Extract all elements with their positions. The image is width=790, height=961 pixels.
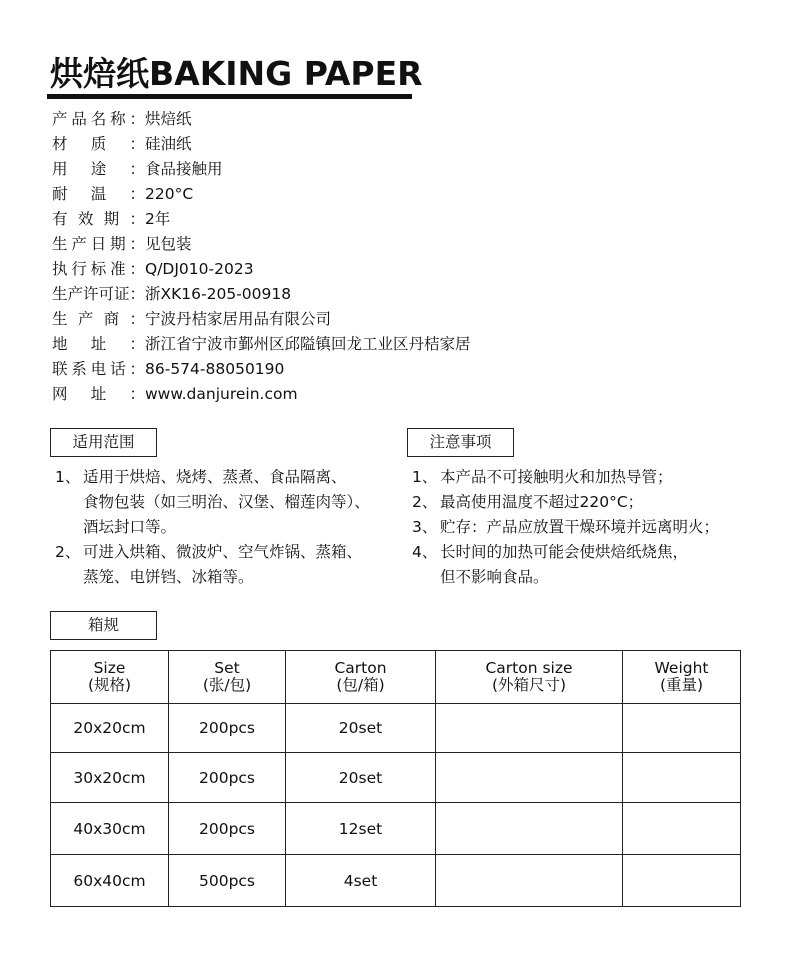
info-row — [52, 232, 471, 257]
item-number — [55, 565, 83, 590]
table-cell — [623, 855, 741, 907]
info-label: 用途： — [52, 160, 145, 178]
list-item — [55, 465, 370, 490]
info-row — [52, 282, 471, 307]
info-value: 宁波丹桔家居用品有限公司 — [145, 310, 332, 328]
item-number: 4、 — [412, 543, 438, 561]
notes-heading: 注意事项 — [407, 428, 514, 457]
list-item — [412, 465, 719, 490]
list-item — [55, 540, 370, 565]
info-label: 产品名称： — [52, 110, 145, 128]
list-item — [55, 565, 370, 590]
item-text: 食物包装（如三明治、汉堡、榴莲肉等）、 — [83, 493, 370, 511]
info-row — [52, 207, 471, 232]
header-line: (包/箱) — [336, 676, 385, 694]
info-value: www.danjurein.com — [145, 385, 298, 403]
table-cell: 60x40cm — [51, 855, 169, 907]
info-value: 220°C — [145, 185, 194, 203]
list-item — [412, 515, 719, 540]
info-label: 生产商： — [52, 310, 145, 328]
info-value: 见包装 — [145, 235, 192, 253]
info-value: 硅油纸 — [145, 135, 192, 153]
item-text: 长时间的加热可能会使烘焙纸烧焦， — [440, 543, 689, 561]
info-row — [52, 107, 471, 132]
info-label: 生产日期： — [52, 235, 145, 253]
info-row — [52, 332, 471, 357]
item-number: 2、 — [55, 543, 81, 561]
info-label: 生产许可证： — [52, 285, 146, 303]
info-label: 材质： — [52, 135, 145, 153]
header-line: (外箱尺寸) — [491, 676, 567, 694]
info-label: 网址： — [52, 385, 145, 403]
info-label: 执行标准： — [52, 260, 145, 278]
header-line: Carton — [334, 659, 387, 677]
page-title: 烘焙纸BAKING PAPER — [50, 54, 423, 93]
info-row — [52, 357, 471, 382]
table-cell: 200pcs — [169, 704, 286, 753]
info-row — [52, 182, 471, 207]
info-value: 烘焙纸 — [145, 110, 192, 128]
column-header — [169, 651, 286, 704]
item-text: 可进入烘箱、微波炉、空气炸锅、蒸箱、 — [83, 543, 363, 561]
table-cell: 200pcs — [169, 803, 286, 855]
notes-list — [412, 465, 719, 590]
info-label: 联系电话： — [52, 360, 145, 378]
table-cell — [623, 753, 741, 803]
info-value: 食品接触用 — [145, 160, 223, 178]
info-row — [52, 307, 471, 332]
info-label: 耐温： — [52, 185, 145, 203]
table-cell: 12set — [286, 803, 436, 855]
item-text: 酒坛封口等。 — [83, 518, 177, 536]
list-item — [412, 490, 719, 515]
item-text: 但不影响食品。 — [440, 568, 549, 586]
table-row — [51, 855, 741, 907]
table-cell — [436, 704, 623, 753]
item-number: 3、 — [412, 518, 438, 536]
info-row — [52, 132, 471, 157]
list-item — [55, 490, 370, 515]
table-row — [51, 704, 741, 753]
list-item — [412, 565, 719, 590]
info-value: 浙江省宁波市鄞州区邱隘镇回龙工业区丹桔家居 — [145, 335, 471, 353]
table-cell: 30x20cm — [51, 753, 169, 803]
item-number: 1、 — [55, 468, 81, 486]
list-item — [412, 540, 719, 565]
info-row — [52, 157, 471, 182]
table-cell: 500pcs — [169, 855, 286, 907]
table-cell: 200pcs — [169, 753, 286, 803]
item-number — [55, 490, 83, 515]
table-cell — [623, 704, 741, 753]
table-cell — [436, 855, 623, 907]
item-number — [412, 565, 440, 590]
info-label: 有效期： — [52, 210, 145, 228]
table-cell: 20set — [286, 704, 436, 753]
table-cell: 20set — [286, 753, 436, 803]
info-label: 地址： — [52, 335, 145, 353]
header-line: Set — [214, 659, 240, 677]
item-number: 2、 — [412, 493, 438, 511]
table-row — [51, 803, 741, 855]
column-header — [436, 651, 623, 704]
header-line: (规格) — [87, 676, 132, 694]
table-cell — [623, 803, 741, 855]
item-number: 1、 — [412, 468, 438, 486]
info-value: 2年 — [145, 210, 171, 228]
item-text: 本产品不可接触明火和加热导管； — [440, 468, 673, 486]
item-text: 贮存：产品应放置干燥环境并远离明火； — [440, 518, 720, 536]
column-header — [623, 651, 741, 704]
table-cell: 40x30cm — [51, 803, 169, 855]
spec-table — [50, 650, 741, 907]
table-cell: 20x20cm — [51, 704, 169, 753]
product-info-list — [52, 107, 471, 407]
header-line: Size — [93, 659, 126, 677]
usage-heading: 适用范围 — [50, 428, 157, 457]
info-value: Q/DJ010-2023 — [145, 260, 254, 278]
table-cell: 4set — [286, 855, 436, 907]
info-row — [52, 382, 471, 407]
table-cell — [436, 753, 623, 803]
list-item — [55, 515, 370, 540]
table-cell — [436, 803, 623, 855]
info-value: 浙XK16-205-00918 — [145, 285, 292, 303]
item-number — [55, 515, 83, 540]
spec-heading: 箱规 — [50, 611, 157, 640]
table-row — [51, 753, 741, 803]
info-row — [52, 257, 471, 282]
info-value: 86-574-88050190 — [145, 360, 285, 378]
column-header — [51, 651, 169, 704]
usage-list — [55, 465, 370, 590]
header-line: (张/包) — [202, 676, 252, 694]
item-text: 最高使用温度不超过220°C； — [440, 493, 644, 511]
column-header — [286, 651, 436, 704]
header-line: Carton size — [485, 659, 573, 677]
header-line: Weight — [654, 659, 709, 677]
title-underline — [47, 94, 412, 99]
item-text: 适用于烘焙、烧烤、蒸煮、食品隔离、 — [83, 468, 347, 486]
header-line: (重量) — [659, 676, 704, 694]
item-text: 蒸笼、电饼铛、冰箱等。 — [83, 568, 254, 586]
